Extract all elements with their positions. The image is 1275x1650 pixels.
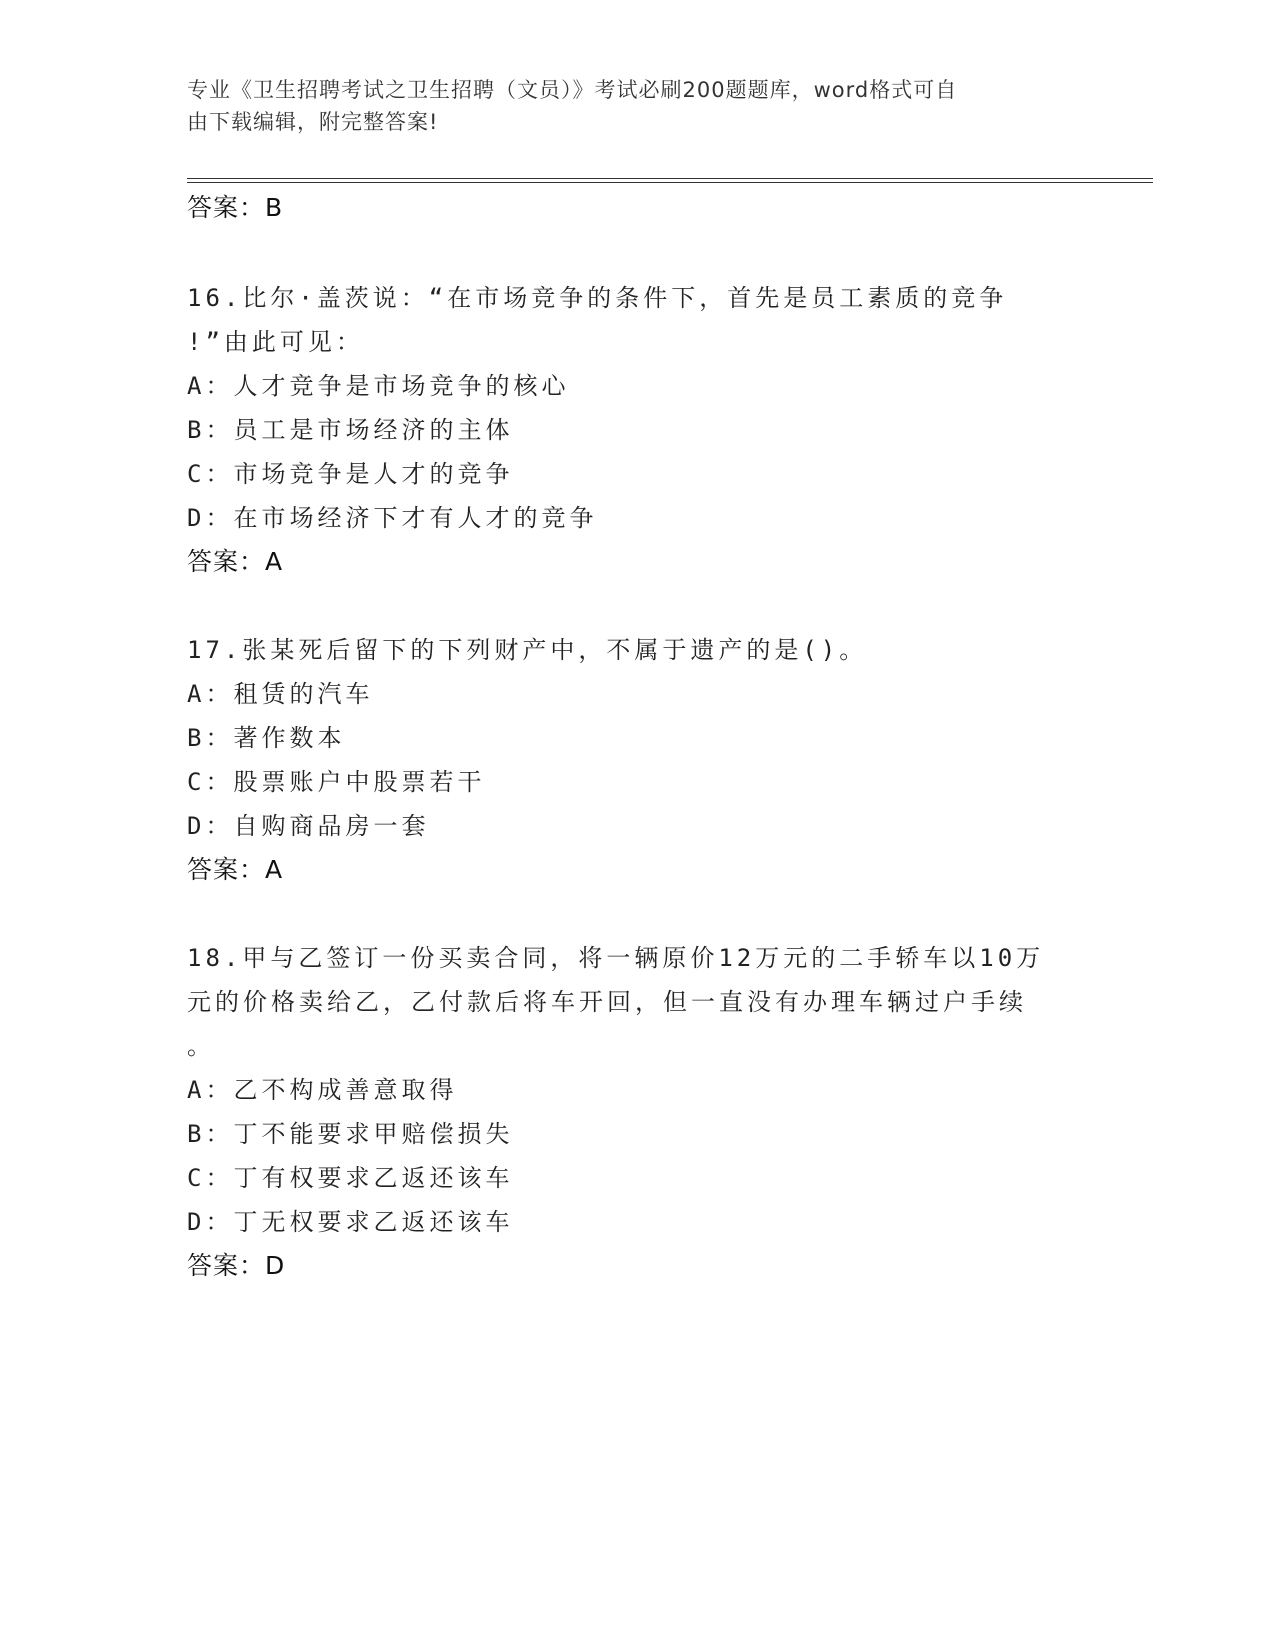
question-17-option-d: D：自购商品房一套	[187, 812, 430, 840]
question-17-line-1: 17.张某死后留下的下列财产中，不属于遗产的是()。	[187, 636, 868, 664]
question-17-option-c: C：股票账户中股票若干	[187, 768, 486, 796]
question-18-option-d: D：丁无权要求乙返还该车	[187, 1208, 514, 1236]
header-line-2: 由下载编辑，附完整答案!	[187, 110, 439, 134]
document-header	[187, 74, 1067, 138]
question-18-line-2: 元的价格卖给乙，乙付款后将车开回，但一直没有办理车辆过户手续	[187, 988, 1027, 1016]
answer-16: 答案：A	[187, 547, 284, 576]
question-18-option-c: C：丁有权要求乙返还该车	[187, 1164, 514, 1192]
question-18-line-3: 。	[187, 1032, 215, 1060]
question-17-option-a: A：租赁的汽车	[187, 680, 374, 708]
header-divider-bottom	[187, 182, 1153, 183]
question-16-option-d: D：在市场经济下才有人才的竞争	[187, 504, 598, 532]
question-16-option-c: C：市场竞争是人才的竞争	[187, 460, 514, 488]
header-line-1: 专业《卫生招聘考试之卫生招聘（文员）》考试必刷200题题库，word格式可自	[187, 78, 958, 102]
answer-17: 答案：A	[187, 855, 284, 884]
answer-previous: 答案：B	[187, 193, 284, 222]
header-divider-top	[187, 178, 1153, 179]
question-16-option-a: A：人才竞争是市场竞争的核心	[187, 372, 570, 400]
question-18-option-b: B：丁不能要求甲赔偿损失	[187, 1120, 514, 1148]
question-16-line-2: !”由此可见：	[187, 328, 364, 356]
question-17-option-b: B：著作数本	[187, 724, 346, 752]
question-18-line-1: 18.甲与乙签订一份买卖合同，将一辆原价12万元的二手轿车以10万	[187, 944, 1045, 972]
answer-18: 答案：D	[187, 1251, 286, 1280]
question-16-option-b: B：员工是市场经济的主体	[187, 416, 514, 444]
question-18-option-a: A：乙不构成善意取得	[187, 1076, 458, 1104]
question-16-line-1: 16.比尔·盖茨说：“在市场竞争的条件下，首先是员工素质的竞争	[187, 284, 1008, 312]
